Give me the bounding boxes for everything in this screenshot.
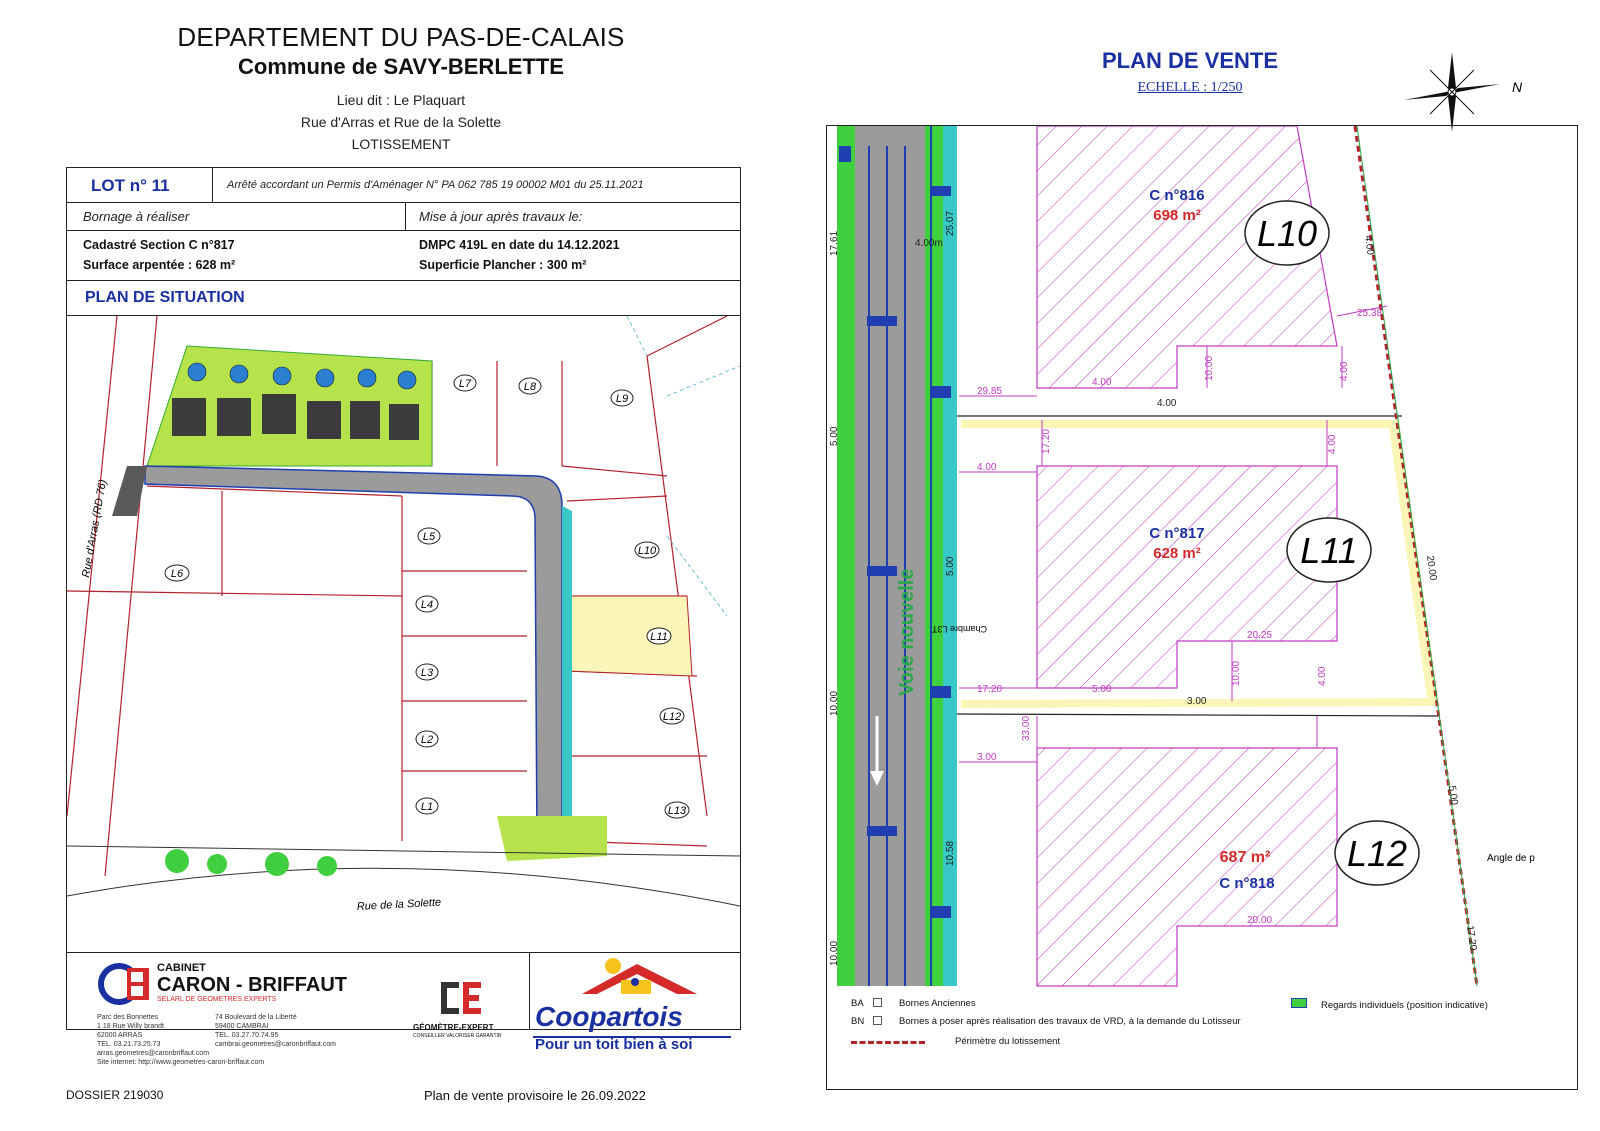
area-label: 698 m² (1153, 207, 1201, 224)
road (145, 466, 562, 846)
dim-label: 25.38 (1357, 308, 1383, 319)
bornage-row (67, 203, 740, 231)
cabinet-tagline: SELARL DE GEOMETRES EXPERTS (157, 996, 277, 1003)
addr-right (215, 1013, 336, 1049)
dim-label: 25.07 (945, 210, 956, 236)
rues-line: Rue d'Arras et Rue de la Solette (300, 114, 502, 130)
lot-label: L11 (650, 631, 668, 643)
rue-arras-label: Rue d'Arras (RD 76) (80, 478, 110, 579)
dim-label: 17.20 (977, 684, 1003, 695)
legend-ba-code: BA (851, 998, 864, 1009)
bushes (165, 849, 337, 876)
cadastre-lines (627, 316, 740, 616)
lot-code: L12 (1346, 833, 1408, 874)
road-entry (112, 466, 147, 516)
l11-building-zone (1037, 466, 1337, 688)
ge-title: GÉOMÈTRE-EXPERT (413, 1023, 494, 1032)
legend-regards: Regards individuels (position indicative) (1321, 1000, 1488, 1011)
dim-label: 20.00 (1424, 554, 1439, 582)
lot-label: L5 (422, 531, 436, 543)
dim-label: 5.00 (1092, 684, 1112, 695)
addr-line: 74 Boulevard de la Liberté (215, 1014, 297, 1021)
ba-icon (873, 998, 882, 1007)
dim-label: 10.00 (1231, 660, 1242, 686)
dim-label: 4.00 (1362, 234, 1376, 256)
lot-label: L1 (420, 801, 434, 813)
lot-label: L3 (420, 667, 434, 679)
lot-info-box (66, 167, 741, 1066)
dim-label: 17.20 (1041, 428, 1052, 454)
bornage-text: Bornage à réaliser (83, 209, 190, 224)
coop-house-icon (577, 956, 707, 998)
verge (562, 506, 572, 846)
dim-label: 10.00 (829, 940, 840, 966)
coop-name: Coopartois (535, 1001, 683, 1032)
area-label: 687 m² (1219, 849, 1271, 866)
plan-situation-title: PLAN DE SITUATION (85, 289, 245, 306)
chambre-label: Chambre L3T (931, 624, 987, 634)
bn-icon (873, 1016, 882, 1025)
plan-vente-frame (826, 125, 1578, 1090)
ge-logo (437, 980, 485, 1016)
lot-label: L6 (170, 568, 184, 580)
lot-label: L2 (420, 734, 434, 746)
dim-label: 17.61 (829, 230, 840, 256)
addr-line: arras.geometres@caronbriffaut.com (97, 1050, 210, 1057)
dim-label: 3.00 (1187, 696, 1207, 707)
l12-building-zone (1037, 748, 1337, 986)
cadastre-text: Cadastré Section C n°817 (83, 238, 235, 252)
lot-label: L13 (667, 805, 687, 817)
dmpc-text: DMPC 419L en date du 14.12.2021 (419, 238, 620, 252)
dim-label: 4.00 (1317, 666, 1328, 686)
cb-logo-icon (97, 962, 157, 1006)
coop-slogan: Pour un toit bien à soi (535, 1036, 693, 1053)
legend-ba-label: Bornes Anciennes (899, 998, 976, 1009)
dim-label: 17.20 (1464, 924, 1479, 952)
addr-line: cambrai.geometres@caronbriffaut.com (215, 1041, 336, 1048)
dim-label: 4.00m (915, 238, 943, 249)
surface-text: Surface arpentée : 628 m² (83, 258, 236, 272)
parcel-label: C n°818 (1219, 875, 1275, 892)
dim-label: 4.00 (1327, 434, 1338, 454)
dim-label: 20.00 (1247, 915, 1273, 926)
lot-label: L10 (637, 545, 657, 557)
rue-solette-label: Rue de la Solette (356, 896, 442, 913)
cabinet-label: CABINET (157, 962, 206, 974)
dim-label: 5.00 (1446, 784, 1460, 806)
site-line: Site internet: http://www.geometres-caron-briffaut.com (97, 1059, 265, 1066)
green-strip (925, 126, 943, 986)
dim-label: 20.25 (1247, 630, 1273, 641)
cb-logo (97, 962, 157, 1006)
parcel-label: C n°816 (1149, 187, 1205, 204)
plancher-text: Superficie Plancher : 300 m² (419, 258, 587, 272)
regards-icon (1291, 998, 1307, 1008)
addr-line: Parc des Bonnettes (97, 1014, 159, 1021)
addr-line: 62000 ARRAS (97, 1032, 143, 1039)
dossier-number: DOSSIER 219030 (66, 1088, 164, 1102)
dim-label: 4.00 (1339, 361, 1350, 381)
ge-logo-icon (437, 980, 485, 1016)
dim-label: 5.00 (945, 556, 956, 576)
dim-label: 5.00 (829, 426, 840, 446)
lot-label: L7 (458, 378, 472, 390)
dim-label: 4.00 (977, 462, 997, 473)
perimetre-legend-icon (851, 1041, 925, 1044)
legend-perimetre: Périmètre du lotissement (955, 1036, 1061, 1047)
dim-label: 33.00 (1021, 715, 1032, 741)
commune-title: Commune de SAVY-BERLETTE (238, 54, 564, 79)
lot-code: L10 (1256, 213, 1318, 254)
echelle: ECHELLE : 1/250 (1137, 80, 1243, 95)
lot-label: L4 (420, 599, 434, 611)
divider (67, 952, 740, 953)
lot-label: L8 (523, 381, 537, 393)
arrete-text: Arrêté accordant un Permis d'Aménager N° PA 062 785 19 00002 M01 du 25.11.2021 (227, 179, 644, 191)
voie-road (855, 126, 925, 986)
dim-label: 4.00 (1092, 377, 1112, 388)
addr-line: 59400 CAMBRAI (215, 1023, 269, 1030)
lot-l11-highlight (567, 596, 692, 676)
parcel-label: C n°817 (1149, 525, 1205, 542)
dim-label: 3.00 (977, 752, 997, 763)
divider (405, 203, 406, 230)
dim-label: 4.00 (1157, 398, 1177, 409)
plan-date: Plan de vente provisoire le 26.09.2022 (424, 1088, 646, 1103)
type-line: LOTISSEMENT (351, 136, 451, 152)
dim-label: 29.85 (977, 386, 1003, 397)
dim-label: 10.58 (945, 840, 956, 866)
department-title: DEPARTEMENT DU PAS-DE-CALAIS (177, 22, 625, 52)
situation-row (67, 281, 740, 316)
north-label: N (1512, 79, 1523, 95)
lot-number: LOT n° 11 (91, 176, 170, 195)
lot-code: L11 (1300, 530, 1358, 571)
lot-row (67, 168, 740, 203)
ge-sub: CONSEILLER VALORISER GARANTIR (413, 1033, 502, 1039)
angle-label: Angle de p (1487, 853, 1535, 864)
dim-label: 10.00 (1204, 355, 1215, 381)
divider (529, 952, 530, 1030)
house-icon (577, 956, 707, 998)
legend-bn-label: Bornes à poser après réalisation des travaux de VRD, à la demande du Lotisseur (899, 1016, 1241, 1027)
addr-line: 1 18 Rue Willy brandt (97, 1023, 164, 1030)
legend-bn-code: BN (851, 1016, 865, 1027)
addr-line: TEL. 03.27.70.74.95 (215, 1032, 279, 1039)
divider (212, 168, 213, 202)
plan-vente-title: PLAN DE VENTE (1101, 48, 1279, 73)
lieu-dit: Lieu dit : Le Plaquart (336, 92, 466, 108)
cabinet-name: CARON - BRIFFAUT (157, 974, 347, 996)
lot-label: L12 (662, 711, 682, 723)
dim-label: 10.00 (829, 690, 840, 716)
cadastre-row (67, 231, 740, 281)
situation-map (67, 316, 740, 952)
voie-nouvelle-label: Voie nouvelle (896, 568, 918, 696)
lot-label: L9 (615, 393, 629, 405)
plan-vente-drawing (827, 126, 1577, 996)
mise-a-jour-text: Mise à jour après travaux le: (419, 209, 583, 224)
addr-line: TEL. 03.21.73.25.73 (97, 1041, 161, 1048)
area-label: 628 m² (1153, 545, 1201, 562)
